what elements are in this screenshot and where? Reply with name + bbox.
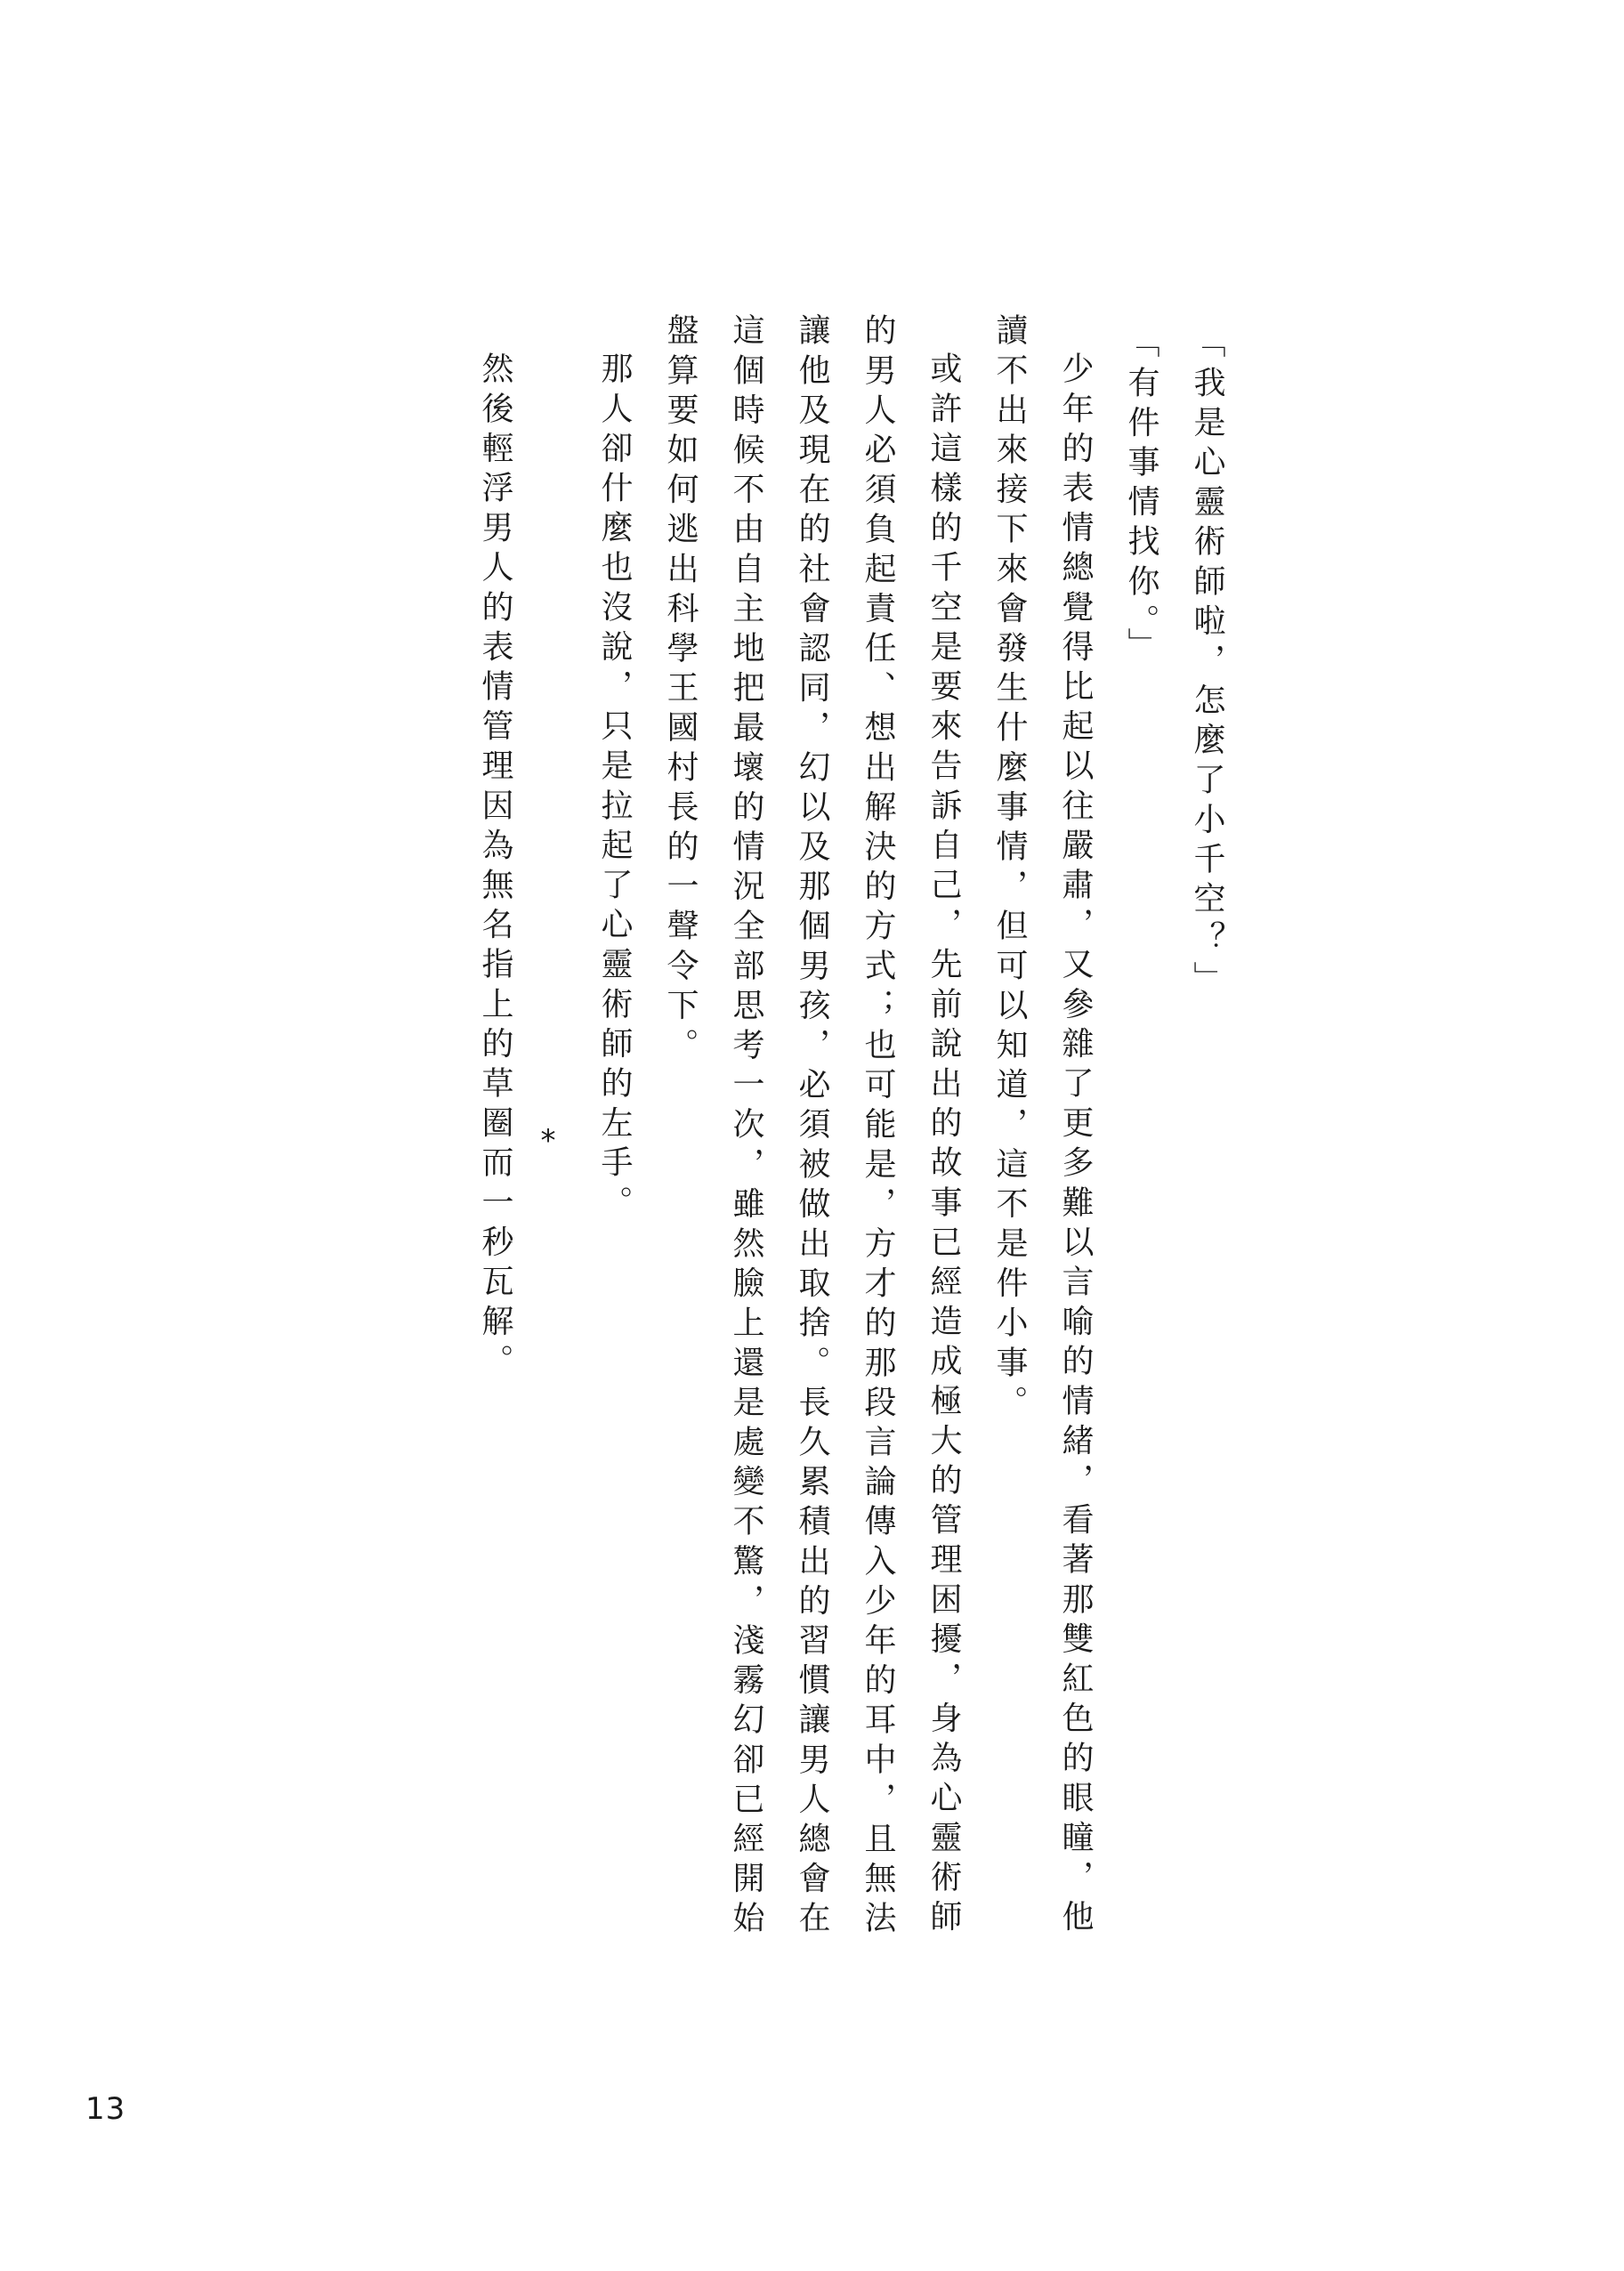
dialogue-paragraph-2: 「有件事情找你。」 <box>1123 326 1159 667</box>
narrative-paragraph-4: 或許這樣的千空是要來告訴自己，先前說出的故事已經造成極大的管理困擾，身為心靈術師的男人必須負起責任、想出解決的方式；也可能是，方才的那段言論傳入少年的耳中，且無法讓他及現在的社會認同，幻以及那個男孩，必須被做出取捨。長久累積出的習慣讓男人總會在這個時候不由自主地把最壞的情況全部思考一次，雖然臉上還是處變不驚，淺霧幻卻已經開始盤算要如何逃出科學王國村長的一聲令下。 <box>662 313 962 1941</box>
narrative-paragraph-5: 那人卻什麼也沒說，只是拉起了心靈術師的左手。 <box>596 352 633 1225</box>
dialogue-paragraph-1: 「我是心靈術師啦，怎麼了小千空？」 <box>1189 326 1225 1001</box>
page-number: 13 <box>85 2091 126 2127</box>
vertical-text-block <box>350 313 1240 1968</box>
vertical-text-column-flow <box>350 313 1240 1968</box>
section-separator: * <box>530 1123 566 1159</box>
narrative-paragraph-6: 然後輕浮男人的表情管理因為無名指上的草圈而一秒瓦解。 <box>477 352 513 1384</box>
narrative-paragraph-3: 少年的表情總覺得比起以往嚴肅，又參雜了更多難以言喻的情緒，看著那雙紅色的眼瞳，他讀不出來接下來會發生什麼事情，但可以知道，這不是件小事。 <box>991 313 1094 1940</box>
